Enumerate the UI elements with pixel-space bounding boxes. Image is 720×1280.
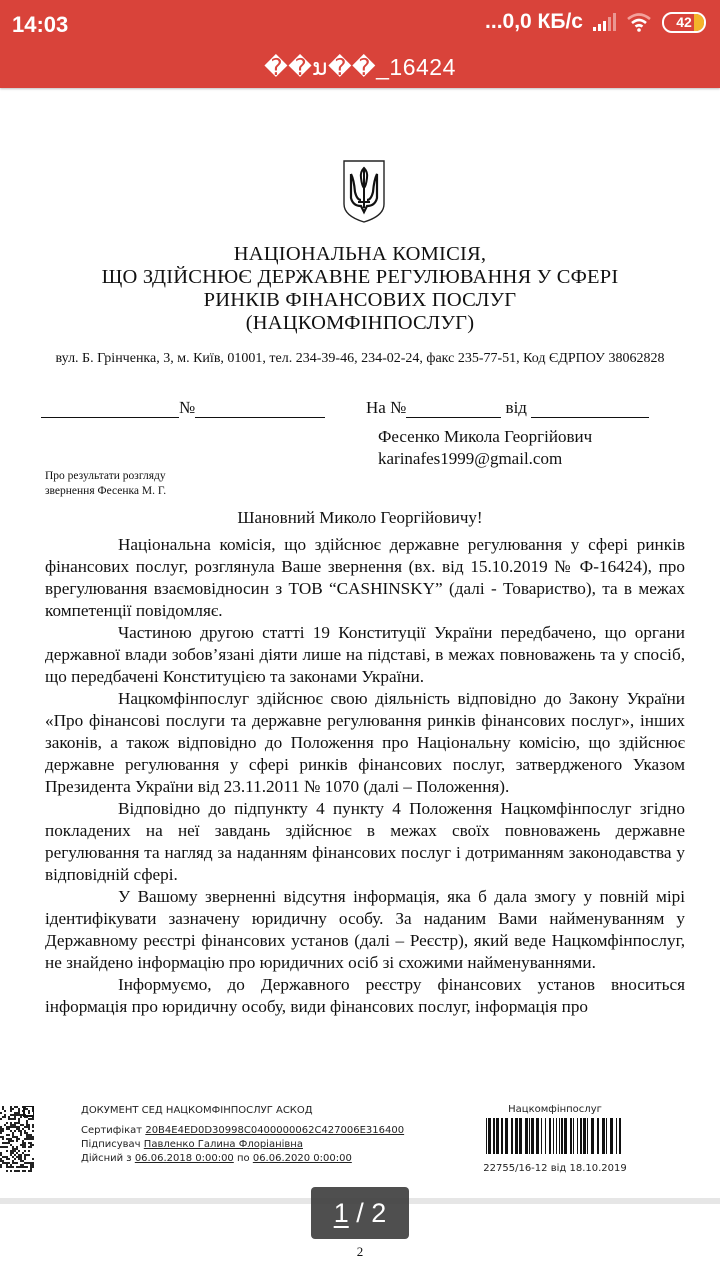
registration-number: 22755/16-12 від 18.10.2019 [483,1163,627,1174]
qr-code-icon [0,1106,34,1172]
outgoing-number-field [41,398,325,418]
organization-name [0,243,720,335]
valid-from: 06.06.2018 0:00:00 [134,1153,234,1164]
salutation: Шановний Миколо Георгійовичу! [237,508,483,527]
battery-icon [662,12,706,33]
recipient-email: karinafes1999@gmail.com [378,449,563,468]
recipient-name: Фесенко Микола Георгійович [378,427,593,446]
signer-row: Підписувач Павленко Галина Флоріанівна [81,1139,303,1150]
valid-to: 06.06.2020 0:00:00 [252,1153,352,1164]
status-time: 14:03 [12,12,69,37]
barcode-org: Нацкомфінпослуг [508,1104,602,1115]
organization-address: вул. Б. Грінченка, 3, м. Київ, 01001, тел. 234-39-46, 234-02-24, факс 235-77-51, Код ЄДРПОУ 38062828 [55,351,665,366]
signal-icon [593,13,616,31]
coat-of-arms-icon [341,158,387,224]
paragraph: Нацкомфінпослуг здійснює свою діяльність відповідно до Закону України «Про фінансові послуги та державне регулювання ринків фінансових послуг», інших законів, а також відповідно до Положення про Національну комісію, що здійснює державне регулювання у сфері ринків фінансових послуг, затвердженого Указом Президента України від 23.11.2011 № 1070 (далі – Положення). [45,689,685,796]
recipient [378,426,592,470]
total-pages: 2 [371,1198,387,1228]
certificate-value: 20B4E4ED0D30998C0400000062C427006E316400 [145,1125,405,1136]
paragraph: Інформуємо, до Державного реєстру фінансових установ вноситься інформація про юридичну особу, види фінансових послуг, інформація про [45,975,685,1016]
document-title: ��ນ��_16424 [264,54,456,80]
electronic-signature-stamp [0,1098,720,1178]
registration-barcode [480,1104,630,1174]
organization-line: РИНКІВ ФІНАНСОВИХ ПОСЛУГ [203,289,517,311]
subject-line: звернення Фесенка М. Г. [45,485,167,497]
network-speed: ...0,0 КБ/с [485,10,583,33]
number-sign: № [179,398,196,417]
letter-subject [45,469,166,499]
certificate-row: Сертифікат 20B4E4ED0D30998C0400000062C427006E316400 [81,1125,405,1136]
letter-body [45,534,685,1018]
status-icons [485,10,706,34]
validity-row: Дійсний з 06.06.2018 0:00:00 по 06.06.2020 0:00:00 [81,1153,352,1164]
signature-title: ДОКУМЕНТ СЕД НАЦКОМФІНПОСЛУГ АСКОД [81,1105,313,1116]
subject-line: Про результати розгляду [45,470,166,482]
organization-line: (НАЦКОМФІНПОСЛУГ) [245,312,475,334]
current-page: 1 [333,1198,349,1228]
signer-value: Павленко Галина Флоріанівна [143,1139,303,1150]
reply-to-field [366,398,649,418]
signature-details [81,1104,404,1166]
page-number: 2 [356,1244,364,1259]
barcode-icon [486,1118,624,1154]
paragraph: Частиною другою статті 19 Конституції України передбачено, що органи державної влади зобов’язані діяти лише на підставі, в межах повноважень та у спосіб, що передбачені Конституцією та законами України. [45,623,685,686]
paragraph: Відповідно до підпункту 4 пункту 4 Положення Нацкомфінпослуг згідно покладених на неї завдань здійснює в межах своїх повноважень державне регулювання та нагляд за наданням фінансових послуг і дотриманням законодавства у відповідній сфері. [45,799,685,884]
reply-label: На № [366,398,407,417]
app-bar [0,0,720,88]
organization-line: ЩО ЗДІЙСНЮЄ ДЕРЖАВНЕ РЕГУЛЮВАННЯ У СФЕРІ [101,266,619,288]
organization-line: НАЦІОНАЛЬНА КОМІСІЯ, [233,243,487,265]
page-indicator[interactable]: 1 / 2 [311,1187,409,1239]
document-viewer[interactable] [0,88,720,1280]
wifi-icon [626,12,652,32]
from-label: від [505,398,527,417]
battery-level: 42 [676,13,692,30]
paragraph: Національна комісія, що здійснює державне регулювання у сфері ринків фінансових послуг, розглянула Ваше звернення (вх. від 15.10.2019 № Ф-16424), про врегулювання взаємовідносин з ТОВ “CASHINSKY” (далі - Товариство), та в межах компетенції повідомляє. [45,535,685,620]
paragraph: У Вашому зверненні відсутня інформація, яка б дала змогу у повній мірі ідентифікувати зазначену юридичну особу. За наданим Вами найменуванням у Державному реєстрі фінансових установ (далі – Реєстр), який веде Нацкомфінпослуг, не знайдено інформацію про юридичних осіб зі схожими найменуваннями. [45,887,685,972]
